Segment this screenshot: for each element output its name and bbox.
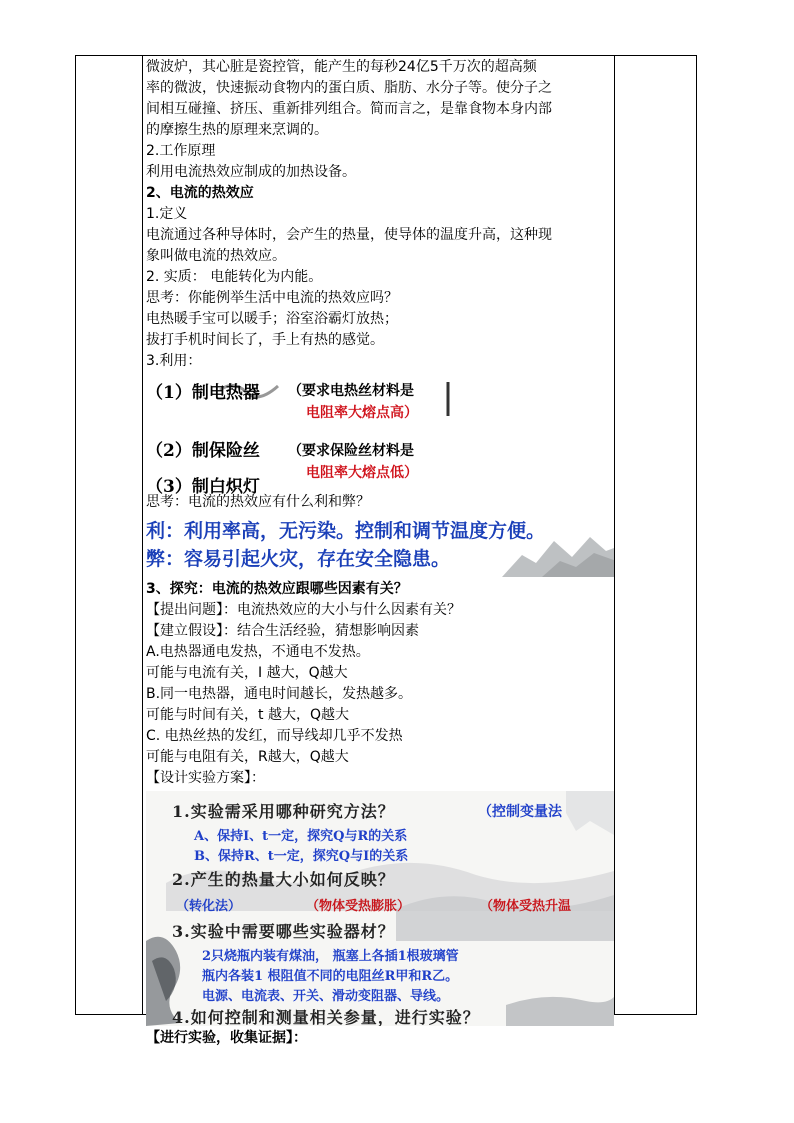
inquiry-line: C. 电热丝热的发红，而导线却几乎不发热 <box>146 728 403 744</box>
principle-text: 利用电流热效应制成的加热设备。 <box>146 164 356 180</box>
slide-method-temperature: （物体受热升温 <box>480 899 572 914</box>
experiment-slide <box>146 791 614 1026</box>
principle-title: 2.工作原理 <box>146 143 216 159</box>
slide-item-b: B、保持R、t一定，探究Q与I的关系 <box>194 849 409 864</box>
inquiry-line: 【设计实验方案】： <box>146 770 265 786</box>
inquiry-line: 可能与电流有关，I 越大，Q越大 <box>146 665 348 681</box>
slide-item-a: A、保持I、t一定，探究Q与R的关系 <box>194 829 408 844</box>
slide-material-2: 瓶内各装1 根阻值不同的电阻丝R甲和R乙。 <box>202 969 459 984</box>
slide-method-expansion: （物体受热膨胀） <box>306 899 411 914</box>
slide-material-3: 电源、电流表、开关、滑动变阻器、导线。 <box>202 989 450 1004</box>
column-divider <box>142 56 143 1014</box>
inquiry-line: A.电热器通电发热，不通电不发热。 <box>146 644 370 660</box>
intro-line: 率的微波，快速振动食物内的蛋白质、脂肪、水分子等。使分子之 <box>146 80 552 96</box>
inquiry-line: 【提出问题】：电流热效应的大小与什么因素有关？ <box>146 602 461 618</box>
slide-question-2: 2.产生的热量大小如何反映？ <box>172 870 395 889</box>
example-line: 拔打手机时间长了，手上有热的感觉。 <box>146 332 384 348</box>
example-line: 电热暖手宝可以暖手；浴室浴霸灯放热； <box>146 311 398 327</box>
section3-title: 3、探究：电流的热效应跟哪些因素有关？ <box>146 581 408 597</box>
use-item-1-requirement: 电阻率大熔点高） <box>306 405 418 421</box>
pros-cons-slide <box>146 517 614 577</box>
final-line: 【进行实验，收集证据】： <box>146 1030 307 1046</box>
lesson-content <box>146 57 614 1049</box>
use-item-2: （2）制保险丝 <box>146 441 260 461</box>
slide-question-3: 3.实验中需要哪些实验器材？ <box>172 922 395 941</box>
use-item-3: （3）制白炽灯 <box>146 477 260 497</box>
use-item-2-note: （要求保险丝材料是 <box>288 443 414 459</box>
pros-line: 利：利用率高，无污染。控制和调节温度方便。 <box>146 520 546 542</box>
use-item-2-requirement: 电阻率大熔点低） <box>306 465 418 481</box>
intro-line: 的摩擦生热的原理来烹调的。 <box>146 122 328 138</box>
use-title: 3.利用： <box>146 353 202 369</box>
definition-title: 1.定义 <box>146 206 188 222</box>
inquiry-line: 可能与电阻有关，R越大，Q越大 <box>146 749 349 765</box>
definition-line: 象叫做电流的热效应。 <box>146 248 286 264</box>
slide-question-1: 1.实验需采用哪种研究方法？ <box>172 802 395 821</box>
intro-line: 间相互碰撞、挤压、重新排列组合。简而言之，是靠食物本身内部 <box>146 101 552 117</box>
definition-line: 电流通过各种导体时，会产生的热量，使导体的温度升高，这种现 <box>146 227 552 243</box>
think-question-1: 思考：你能例举生活中电流的热效应吗？ <box>146 290 398 306</box>
uses-block-2 <box>146 441 614 497</box>
inquiry-line: 【建立假设】：结合生活经验，猜想影响因素 <box>146 623 419 639</box>
essence-line: 2. 实质： 电能转化为内能。 <box>146 269 323 285</box>
uses-block <box>146 374 614 442</box>
bracket-decoration <box>442 380 452 420</box>
think-question-2: 思考：电流的热效应有什么利和弊？ <box>146 494 370 510</box>
intro-line: 微波炉，其心脏是瓷控管，能产生的每秒24亿5千万次的超高频 <box>146 59 537 75</box>
slide-material-1: 2只烧瓶内装有煤油， 瓶塞上各插1根玻璃管 <box>202 949 459 964</box>
use-item-1: （1）制电热器 <box>146 383 260 403</box>
inquiry-line: B.同一电热器，通电时间越长，发热越多。 <box>146 686 413 702</box>
column-divider <box>614 56 615 1014</box>
slide-answer-1: （控制变量法 <box>478 804 562 820</box>
inquiry-line: 可能与时间有关，t 越大，Q越大 <box>146 707 349 723</box>
slide-question-4: 4.如何控制和测量相关参量，进行实验？ <box>172 1008 480 1026</box>
cons-line: 弊：容易引起火灾，存在安全隐患。 <box>146 548 451 570</box>
section2-title: 2、电流的热效应 <box>146 185 254 201</box>
slide-method-conversion: （转化法） <box>176 899 242 914</box>
use-item-1-note: （要求电热丝材料是 <box>288 383 414 399</box>
